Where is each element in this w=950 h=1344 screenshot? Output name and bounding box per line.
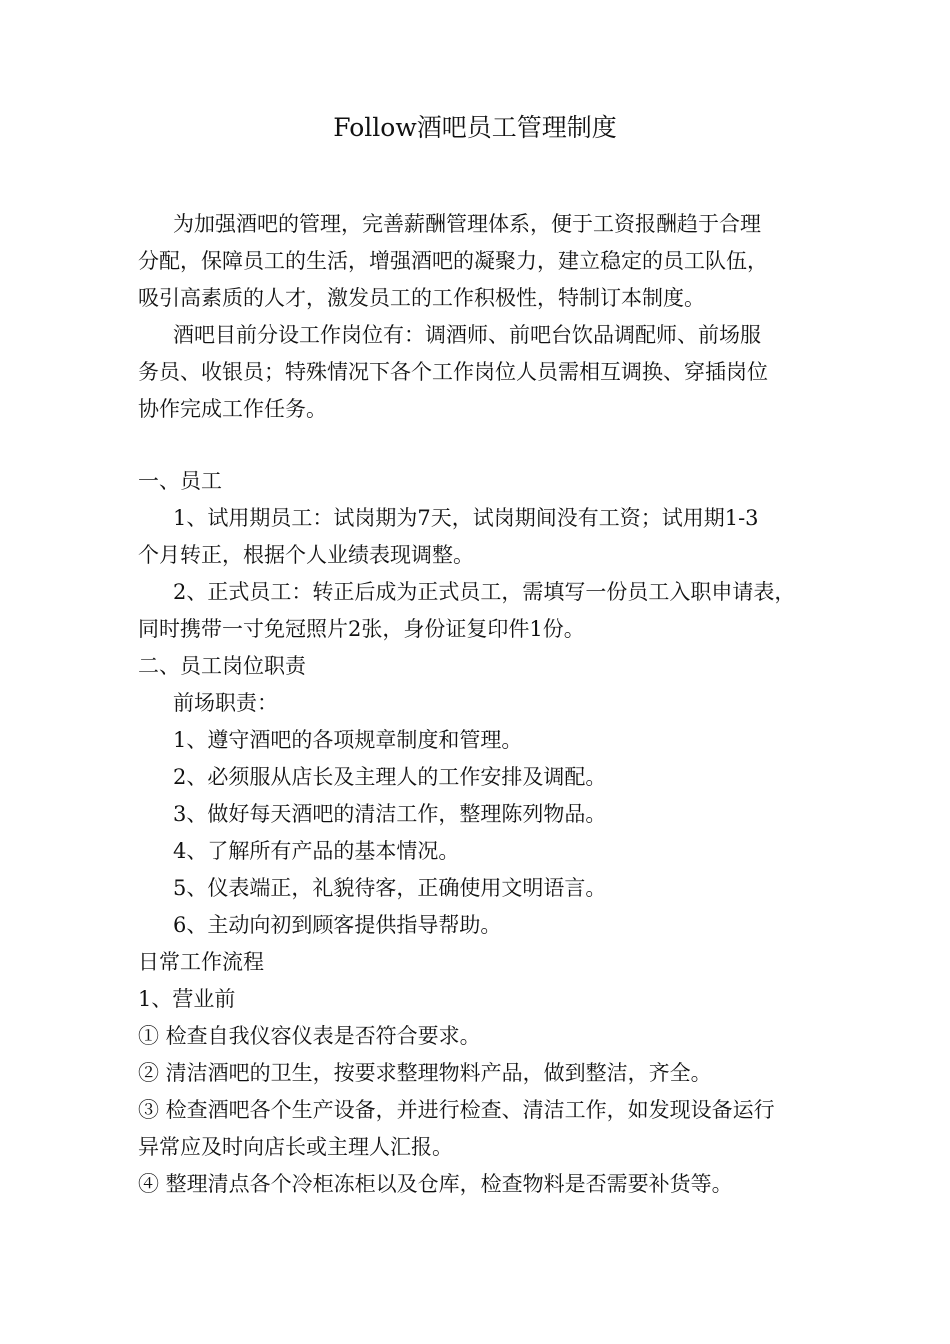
- staff-line: 同时携带一寸免冠照片2张，身份证复印件1份。: [138, 617, 585, 641]
- intro-line: 酒吧目前分设工作岗位有：调酒师、前吧台饮品调配师、前场服: [173, 323, 761, 347]
- section-heading-duties: 二、员工岗位职责: [138, 654, 306, 678]
- document-title: Follow酒吧员工管理制度: [333, 113, 617, 142]
- duty-item: 1、遵守酒吧的各项规章制度和管理。: [173, 728, 523, 752]
- daily-workflow-line: ④ 整理清点各个冷柜冻柜以及仓库，检查物料是否需要补货等。: [138, 1172, 733, 1196]
- staff-line: 2、正式员工：转正后成为正式员工，需填写一份员工入职申请表，: [173, 580, 796, 604]
- section-heading-staff: 一、员工: [138, 469, 222, 493]
- daily-workflow-line: ③ 检查酒吧各个生产设备，并进行检查、清洁工作，如发现设备运行: [138, 1098, 775, 1122]
- daily-workflow-line: ② 清洁酒吧的卫生，按要求整理物料产品，做到整洁，齐全。: [138, 1061, 712, 1085]
- duty-item: 3、做好每天酒吧的清洁工作，整理陈列物品。: [173, 802, 607, 826]
- intro-line: 分配，保障员工的生活，增强酒吧的凝聚力，建立稳定的员工队伍，: [138, 249, 768, 273]
- daily-workflow-subheading: 1、营业前: [138, 987, 236, 1011]
- duty-item: 2、必须服从店长及主理人的工作安排及调配。: [173, 765, 607, 789]
- duty-item: 6、主动向初到顾客提供指导帮助。: [173, 913, 502, 937]
- staff-line: 个月转正，根据个人业绩表现调整。: [138, 543, 474, 567]
- daily-workflow-line: ① 检查自我仪容仪表是否符合要求。: [138, 1024, 481, 1048]
- daily-workflow-heading: 日常工作流程: [138, 950, 264, 974]
- intro-line: 吸引高素质的人才，激发员工的工作积极性，特制订本制度。: [138, 286, 705, 310]
- intro-line: 务员、收银员；特殊情况下各个工作岗位人员需相互调换、穿插岗位: [138, 360, 768, 384]
- intro-line: 协作完成工作任务。: [138, 397, 327, 421]
- paragraph-gap: [138, 428, 828, 463]
- duty-item: 4、了解所有产品的基本情况。: [173, 839, 460, 863]
- staff-line: 1、试用期员工：试岗期为7天，试岗期间没有工资；试用期1-3: [173, 506, 759, 530]
- duty-item: 5、仪表端正，礼貌待客，正确使用文明语言。: [173, 876, 607, 900]
- intro-line: 为加强酒吧的管理，完善薪酬管理体系，便于工资报酬趋于合理: [173, 212, 761, 236]
- daily-workflow-line: 异常应及时向店长或主理人汇报。: [138, 1135, 453, 1159]
- duties-subheading: 前场职责：: [173, 691, 278, 715]
- document-body: [138, 206, 828, 1203]
